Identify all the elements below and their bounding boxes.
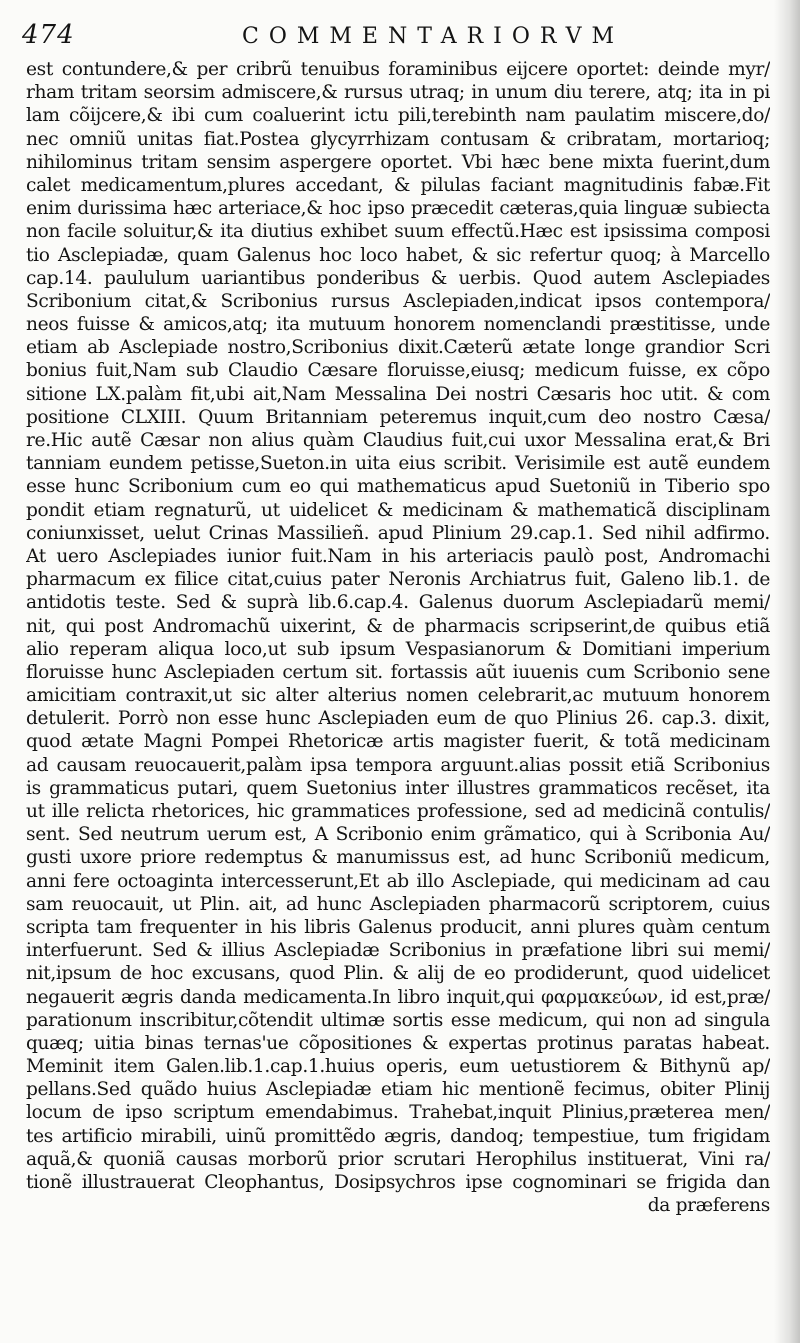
text-line: aquã,& quoniã causas morborũ prior scrutari Herophilus instituerat, Vini ra/ — [26, 1148, 770, 1170]
text-line: floruisse hunc Asclepiaden certum sit. fortassis aũt iuuenis cum Scribonio sene — [26, 661, 770, 683]
text-line: quod ætate Magni Pompei Rhetoricæ artis magister fuerit, & totã medicinam — [26, 731, 770, 753]
text-line: non facile soluitur,& ita diutius exhibet suum effectũ.Hæc est ipsissima composi — [26, 221, 770, 243]
text-line: nit, qui post Andromachũ uixerint, & de pharmacis scripserint,de quibus etiã — [26, 615, 770, 637]
page-number: 474 — [22, 20, 75, 50]
body-text — [26, 58, 770, 1217]
text-line: esse hunc Scribonium cum eo qui mathematicus apud Suetoniũ in Tiberio spo — [26, 476, 770, 498]
running-title: COMMENTARIORVM — [242, 24, 625, 49]
text-line: coniunxisset, uelut Crinas Massilieñ. apud Plinium 29.cap.1. Sed nihil adfirmo. — [26, 522, 770, 544]
text-line: tanniam eundem petisse,Sueton.in uita eius scribit. Verisimile est autẽ eundem — [26, 453, 770, 475]
text-line: quæq; uitia binas ternas'ue cõpositiones & expertas protinus paratas habeat. — [26, 1032, 770, 1054]
text-line: ut ille relicta rhetorices, hic grammatices professione, sed ad medicinã contulis/ — [26, 801, 770, 822]
text-line: sent. Sed neutrum uerum est, A Scribonio enim grãmatico, qui à Scribonia Au/ — [26, 824, 770, 846]
text-line: detulerit. Porrò non esse hunc Asclepiaden eum de quo Plinius 26. cap.3. dixit, — [26, 708, 770, 730]
text-line: rham tritam seorsim admiscere,& rursus utraq; in unum diu terere, atq; ita in pi — [26, 82, 770, 104]
text-line: da præferens — [647, 1195, 770, 1217]
text-line: interfuerunt. Sed & illius Asclepiadæ Scribonius in præfatione libri sui memi/ — [26, 940, 770, 962]
text-line: neos fuisse & amicos,atq; ita mutuum honorem nomenclandi præstitisse, unde — [26, 314, 770, 336]
text-line: nec omniũ unitas fiat.Postea glycyrrhizam contusam & cribratam, mortarioq; — [26, 128, 770, 150]
text-line: Scribonium citat,& Scribonius rursus Asclepiaden,indicat ipsos contempora/ — [26, 290, 770, 312]
page-gutter-shadow — [774, 0, 800, 1343]
text-line: bonius fuit,Nam sub Claudio Cæsare floruisse,eiusq; medicum fuisse, ex cõpo — [26, 360, 770, 382]
text-line: positione CLXIII. Quum Britanniam peteremus inquit,cum deo nostro Cæsa/ — [26, 406, 770, 428]
text-line: parationum inscribitur,cõtendit ultimæ sortis esse medicum, qui non ad singula — [26, 1009, 770, 1031]
text-line: is grammaticus putari, quem Suetonius inter illustres grammaticos recẽset, ita — [26, 777, 770, 799]
text-line: lam cõijcere,& ibi cum coaluerint ictu pili,terebinth nam paulatim miscere,do/ — [26, 105, 770, 127]
text-line: scripta tam frequenter in his libris Galenus producit, anni plures quàm centum — [26, 916, 770, 938]
text-line: pondit etiam regnaturũ, ut uidelicet & medicinam & mathematicã disciplinam — [26, 499, 770, 521]
text-line: pellans.Sed quãdo huius Asclepiadæ etiam hic mentionẽ fecimus, obiter Plinij — [26, 1079, 770, 1101]
text-line: At uero Asclepiades iunior fuit.Nam in his arteriacis paulò post, Andromachi — [26, 545, 770, 567]
text-line: anni fere octoaginta intercesserunt,Et ab illo Asclepiade, qui medicinam ad cau — [26, 870, 770, 892]
text-line: antidotis teste. Sed & suprà lib.6.cap.4. Galenus duorum Asclepiadarũ memi/ — [26, 592, 770, 614]
text-line: tio Asclepiadæ, quam Galenus hoc loco habet, & sic refertur quoq; à Marcello — [26, 244, 770, 266]
text-line: pharmacum ex filice citat,cuius pater Neronis Archiatrus fuit, Galeno lib.1. de — [26, 569, 770, 591]
text-line: re.Hic autẽ Cæsar non alius quàm Claudius fuit,cui uxor Messalina erat,& Bri — [26, 430, 770, 451]
text-line: alio reperam aliqua loco,ut sub ipsum Vespasianorum & Domitiani imperium — [26, 638, 770, 660]
text-line: negauerit ægris danda medicamenta.In libro inquit,qui φαρμακεύων, id est,præ/ — [26, 986, 770, 1008]
text-line: est contundere,& per cribrũ tenuibus foraminibus eijcere oportet: deinde myr/ — [26, 59, 770, 80]
text-line: nit,ipsum de hoc excusans, quod Plin. & alij de eo prodiderunt, quod uidelicet — [26, 963, 770, 985]
text-line: sitione LX.palàm fit,ubi ait,Nam Messalina Dei nostri Cæsaris hoc utit. & com — [26, 383, 770, 405]
text-line: amicitiam contraxit,ut sic alter alterius nomen celebrarit,ac mutuum honorem — [26, 685, 770, 707]
text-line: enim durissima hæc arteriace,& hoc ipso præcedit cæteras,quia linguæ subiecta — [26, 198, 770, 220]
text-line: nihilominus tritam sensim aspergere oportet. Vbi hæc bene mixta fuerint,dum — [26, 151, 770, 173]
text-line: ad causam reuocauerit,palàm ipsa tempora arguunt.alias possit etiã Scribonius — [26, 754, 770, 776]
text-line: etiam ab Asclepiade nostro,Scribonius dixit.Cæterũ ætate longe grandior Scri — [26, 337, 770, 359]
text-line: Meminit item Galen.lib.1.cap.1.huius operis, eum uetustiorem & Bithynũ ap/ — [26, 1056, 770, 1078]
page-header — [22, 18, 762, 52]
text-line: tionẽ illustrauerat Cleophantus, Dosipsychros ipse cognominari se frigida dan — [26, 1172, 770, 1193]
text-line: calet medicamentum,plures accedant, & pilulas faciant magnitudinis fabæ.Fit — [26, 174, 770, 196]
text-line: cap.14. paululum uariantibus ponderibus & uerbis. Quod autem Asclepiades — [26, 267, 770, 289]
text-line: gusti uxore priore redemptus & manumissus est, ad hunc Scriboniũ medicum, — [26, 847, 770, 869]
text-line: locum de ipso scriptum emendabimus. Trahebat,inquit Plinius,præterea men/ — [26, 1102, 770, 1124]
text-line: sam reuocauit, ut Plin. ait, ad hunc Asclepiaden pharmacorũ scriptorem, cuius — [26, 893, 770, 915]
text-line: tes artificio mirabili, uinũ promittẽdo ægris, dandoq; tempestiue, tum frigidam — [26, 1125, 770, 1147]
